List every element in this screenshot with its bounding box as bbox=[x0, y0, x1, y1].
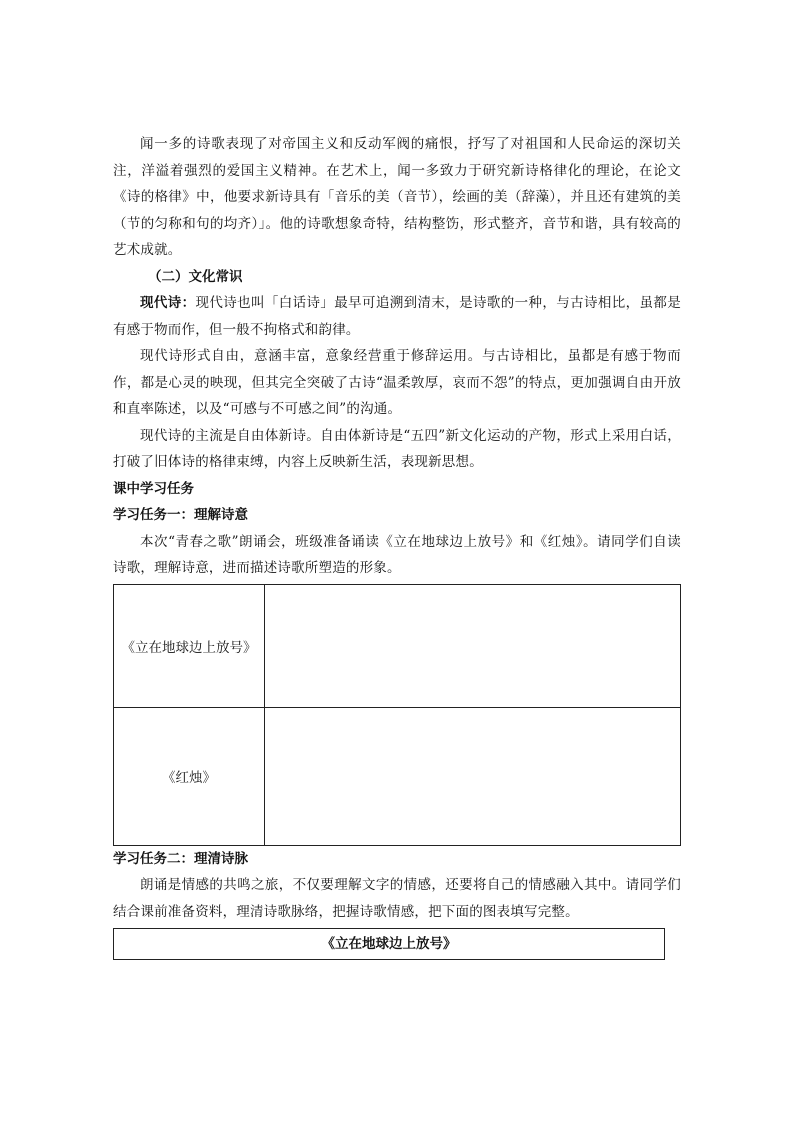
answer-cell[interactable] bbox=[265, 584, 681, 707]
culture-heading: （二）文化常识 bbox=[148, 268, 243, 285]
table-row-label: 《立在地球边上放号》 bbox=[114, 584, 265, 707]
culture-paragraph-3: 现代诗的主流是自由体新诗。自由体新诗是“五四”新文化运动的产物，形式上采用白话，打破了旧体诗的格律束缚，内容上反映新生活，表现新思想。 bbox=[113, 427, 681, 470]
task1-heading: 学习任务一：理解诗意 bbox=[113, 507, 248, 523]
culture-paragraph-1 bbox=[113, 290, 681, 343]
culture-paragraph-2: 现代诗形式自由，意涵丰富，意象经营重于修辞运用。与古诗相比，虽都是有感于物而作，都是心灵的映现，但其完全突破了古诗“温柔敦厚，哀而不怨”的特点，更加强调自由开放和直率陈述，以及“可感与不可感之间”的沟通。 bbox=[113, 348, 681, 417]
modern-poetry-definition: 现代诗也叫「白话诗」最早可追溯到清末，是诗歌的一种，与古诗相比，虽都是有感于物而作，但一般不拘格式和韵律。 bbox=[113, 295, 681, 338]
modern-poetry-term: 现代诗： bbox=[140, 295, 196, 311]
in-class-heading: 课中学习任务 bbox=[113, 480, 194, 497]
task1-instructions: 本次“青春之歌”朗诵会，班级准备诵读《立在地球边上放号》和《红烛》。请同学们自读诗歌，理解诗意，进而描述诗歌所塑造的形象。 bbox=[113, 533, 681, 576]
task2-instructions: 朗诵是情感的共鸣之旅，不仅要理解文字的情感，还要将自己的情感融入其中。请同学们结合课前准备资料，理清诗歌脉络，把握诗歌情感，把下面的图表填写完整。 bbox=[113, 877, 681, 920]
document-content bbox=[113, 131, 681, 960]
answer-cell[interactable] bbox=[265, 707, 681, 845]
table-row bbox=[114, 584, 681, 707]
task2-heading: 学习任务二：理清诗脉 bbox=[113, 850, 248, 867]
table-row bbox=[114, 707, 681, 845]
task2-chart-title-box: 《立在地球边上放号》 bbox=[113, 928, 665, 960]
intro-paragraph: 闻一多的诗歌表现了对帝国主义和反动军阀的痛恨，抒写了对祖国和人民命运的深切关注，洋溢着强烈的爱国主义精神。在艺术上，闻一多致力于研究新诗格律化的理论，在论文《诗的格律》中，他要求新诗具有「音乐的美（音节），绘画的美（辞藻），并且还有建筑的美（节的匀称和句的均齐）」。他的诗歌想象奇特，结构整饬，形式整齐，音节和谐，具有较高的艺术成就。 bbox=[113, 136, 681, 258]
task1-table bbox=[113, 584, 681, 846]
table-row-label: 《红烛》 bbox=[114, 707, 265, 845]
